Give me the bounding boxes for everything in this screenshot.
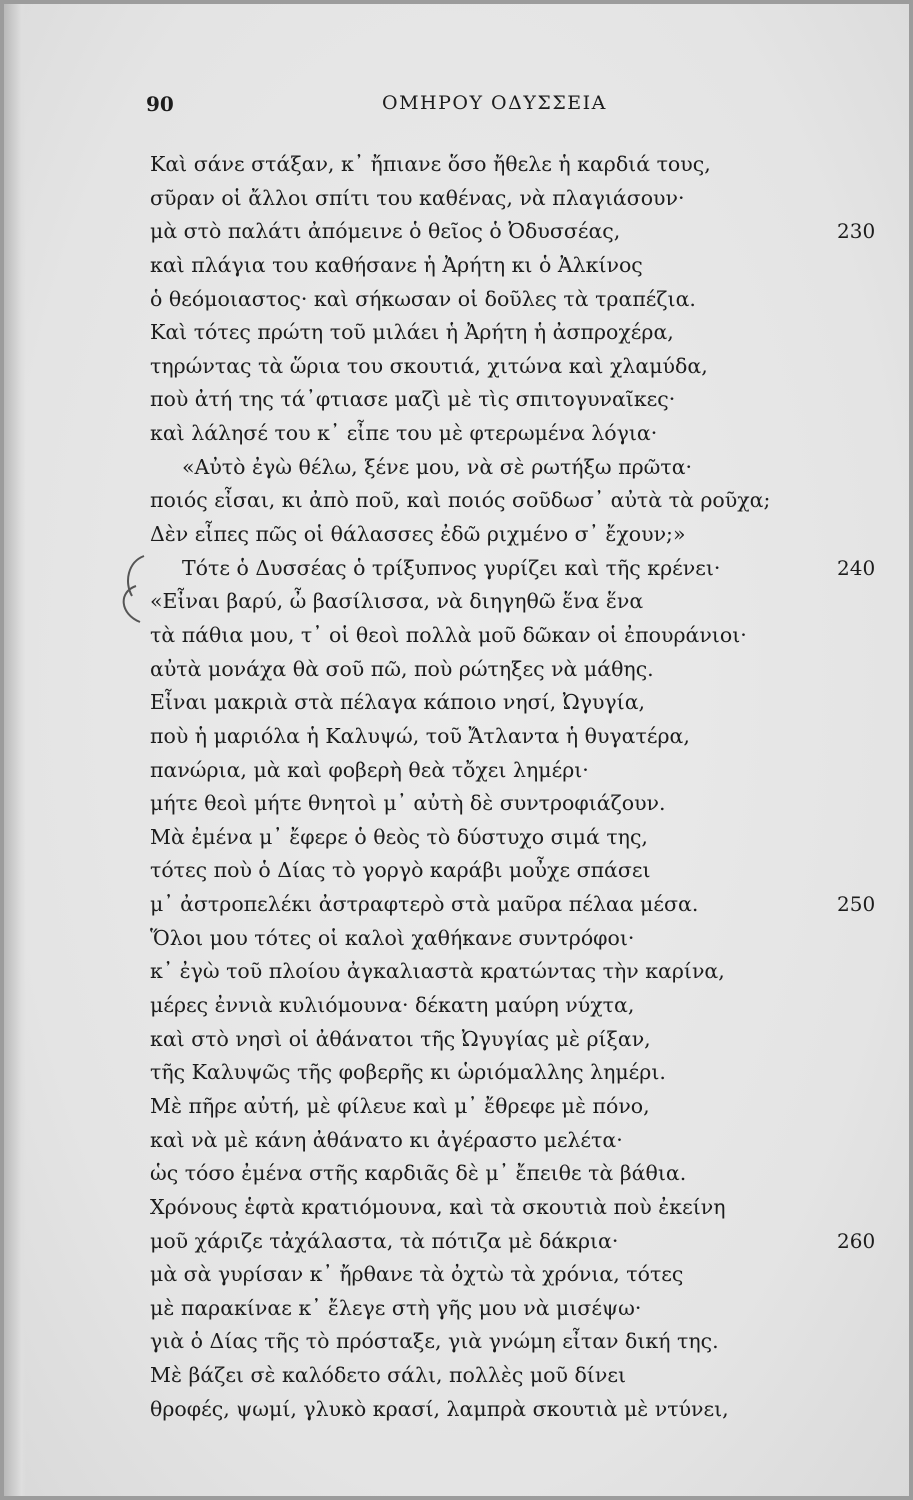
verse-text: σῦραν οἱ ἄλλοι σπίτι του καθένας, νὰ πλαγιάσουν· — [150, 185, 685, 210]
verse-line — [4, 518, 909, 552]
verse-text: Μὲ βάζει σὲ καλόδετο σάλι, πολλὲς μοῦ δίνει — [150, 1363, 626, 1388]
running-title: ΟΜΗΡΟΥ ΟΔΥΣΣΕΙΑ — [382, 92, 607, 114]
verse-text: ὡς τόσο ἐμένα στῆς καρδιᾶς δὲ μ᾽ ἔπειθε τὰ βάθια. — [150, 1161, 687, 1186]
verse-line — [4, 955, 909, 989]
verse-line — [4, 754, 909, 788]
verse-line — [4, 1023, 909, 1057]
verse-text: θροφές, ψωμί, γλυκὸ κρασί, λαμπρὰ σκουτιὰ μὲ ντύνει, — [150, 1396, 729, 1421]
verse-text: μὰ στὸ παλάτι ἀπόμεινε ὁ θεῖος ὁ Ὀδυσσέας, — [150, 219, 621, 244]
verse-line — [4, 215, 909, 249]
verse-text: μήτε θεοὶ μήτε θνητοὶ μ᾽ αὐτὴ δὲ συντροφιάζουν. — [150, 791, 666, 816]
verse-line — [4, 417, 909, 451]
verse-line — [4, 1292, 909, 1326]
verse-text: Χρόνους ἑφτὰ κρατιόμουνα, καὶ τὰ σκουτιὰ ποὺ ἐκείνη — [150, 1194, 726, 1219]
verse-line — [4, 283, 909, 317]
verse-line — [4, 1225, 909, 1259]
page-header — [4, 92, 909, 122]
verse-line — [4, 686, 909, 720]
verse-text: Μὲ πῆρε αὐτή, μὲ φίλευε καὶ μ᾽ ἔθρεφε μὲ πόνο, — [150, 1093, 650, 1118]
verse-text: μ᾽ ἀστροπελέκι ἀστραφτερὸ στὰ μαῦρα πέλαα μέσα. — [150, 892, 699, 917]
line-number: 230 — [837, 219, 876, 244]
verse-text: Καὶ τότες πρώτη τοῦ μιλάει ἡ Ἀρήτη ἡ ἀσπροχέρα, — [150, 320, 674, 345]
verse-line — [4, 821, 909, 855]
verse-text: ποὺ ἡ μαριόλα ἡ Καλυψώ, τοῦ Ἄτλαντα ἡ θυγατέρα, — [150, 723, 690, 748]
verse-line — [4, 1090, 909, 1124]
verse-text: κ᾽ ἐγὼ τοῦ πλοίου ἀγκαλιαστὰ κρατώντας τὴν καρίνα, — [150, 959, 725, 984]
line-number: 240 — [837, 555, 876, 580]
verse-text: μὰ σὰ γυρίσαν κ᾽ ἤρθανε τὰ ὀχτὼ τὰ χρόνια, τότες — [150, 1262, 684, 1287]
verse-text: τὰ πάθια μου, τ᾽ οἱ θεοὶ πολλὰ μοῦ δῶκαν οἱ ἐπουράνιοι· — [150, 622, 747, 647]
line-number: 250 — [837, 892, 876, 917]
verse-line — [4, 585, 909, 619]
verse-line — [4, 720, 909, 754]
verse-line — [4, 1124, 909, 1158]
verse-line — [4, 484, 909, 518]
verse-line — [4, 989, 909, 1023]
verse-line — [4, 1157, 909, 1191]
verse-line — [4, 1359, 909, 1393]
verse-text: καὶ νὰ μὲ κάνη ἀθάνατο κι ἀγέραστο μελέτα· — [150, 1127, 623, 1152]
verse-line — [4, 1191, 909, 1225]
verse-text: καὶ στὸ νησὶ οἱ ἀθάνατοι τῆς Ὠγυγίας μὲ ρίξαν, — [150, 1026, 651, 1051]
verse-line — [4, 383, 909, 417]
verse-text: αὐτὰ μονάχα θὰ σοῦ πῶ, ποὺ ρώτηξες νὰ μάθης. — [150, 656, 654, 681]
verse-text: ποιός εἶσαι, κι ἀπὸ ποῦ, καὶ ποιός σοῦδωσ᾽ αὐτὰ τὰ ροῦχα; — [150, 488, 771, 513]
verse-text: μοῦ χάριζε τἀχάλαστα, τὰ πότιζα μὲ δάκρια· — [150, 1228, 619, 1253]
verse-line — [4, 854, 909, 888]
verse-line — [4, 888, 909, 922]
verse-text: καὶ λάλησέ του κ᾽ εἶπε του μὲ φτερωμένα λόγια· — [150, 421, 658, 446]
verse-line — [4, 451, 909, 485]
verse-text: καὶ πλάγια του καθήσανε ἡ Ἀρήτη κι ὁ Ἀλκίνος — [150, 252, 643, 277]
verse-text: μέρες ἐννιὰ κυλιόμουνα· δέκατη μαύρη νύχτα, — [150, 993, 635, 1018]
line-number: 260 — [837, 1228, 876, 1253]
verse-line — [4, 552, 909, 586]
verse-text: Καὶ σάνε στάξαν, κ᾽ ἤπιανε ὅσο ἤθελε ἡ καρδιά τους, — [150, 152, 711, 176]
verse-text: γιὰ ὁ Δίας τῆς τὸ πρόσταξε, γιὰ γνώμη εἶταν δική της. — [150, 1329, 719, 1354]
verse-line — [4, 619, 909, 653]
verse-line — [4, 350, 909, 384]
verse-line — [4, 1393, 909, 1427]
verse-line — [4, 182, 909, 216]
verse-text: μὲ παρακίναε κ᾽ ἔλεγε στὴ γῆς μου νὰ μισέψω· — [150, 1295, 642, 1320]
verse-text: Δὲν εἶπες πῶς οἱ θάλασσες ἐδῶ ριχμένο σ᾽ ἔχουν;» — [150, 522, 686, 547]
verse-text: ὁ θεόμοιαστος· καὶ σήκωσαν οἱ δοῦλες τὰ τραπέζια. — [150, 286, 696, 311]
verse-text: Ὅλοι μου τότες οἱ καλοὶ χαθήκανε συντρόφοι· — [150, 925, 635, 950]
verse-text: ποὺ ἀτή της τά᾽φτιασε μαζὶ μὲ τὶς σπιτογυναῖκες· — [150, 387, 676, 412]
verse-line — [4, 1325, 909, 1359]
verse-text: Εἶναι μακριὰ στὰ πέλαγα κάποιο νησί, Ὠγυγία, — [150, 690, 646, 715]
verse-text: Μὰ ἐμένα μ᾽ ἔφερε ὁ θεὸς τὸ δύστυχο σιμά της, — [150, 824, 648, 849]
verse-line — [4, 653, 909, 687]
page-number: 90 — [146, 92, 174, 116]
verse-text: «Αὐτὸ ἐγὼ θέλω, ξένε μου, νὰ σὲ ρωτήξω πρῶτα· — [182, 454, 693, 479]
verse-text: πανώρια, μὰ καὶ φοβερὴ θεὰ τὄχει λημέρι· — [150, 757, 589, 782]
poem-body — [4, 148, 909, 1426]
verse-line — [4, 316, 909, 350]
verse-line — [4, 1056, 909, 1090]
verse-line — [4, 1258, 909, 1292]
verse-text: τότες ποὺ ὁ Δίας τὸ γοργὸ καράβι μοὖχε σπάσει — [150, 858, 651, 883]
verse-line — [4, 148, 909, 182]
verse-text: τηρώντας τὰ ὥρια του σκουτιά, χιτώνα καὶ χλαμύδα, — [150, 353, 708, 378]
verse-text: Τότε ὁ Δυσσέας ὁ τρίξυπνος γυρίζει καὶ τῆς κρένει· — [182, 555, 721, 580]
verse-line — [4, 787, 909, 821]
book-page — [4, 4, 909, 1496]
verse-text: τῆς Καλυψῶς τῆς φοβερῆς κι ὡριόμαλλης λημέρι. — [150, 1060, 666, 1085]
verse-line — [4, 922, 909, 956]
verse-line — [4, 249, 909, 283]
verse-text: «Εἶναι βαρύ, ὦ βασίλισσα, νὰ διηγηθῶ ἕνα ἕνα — [150, 589, 644, 614]
